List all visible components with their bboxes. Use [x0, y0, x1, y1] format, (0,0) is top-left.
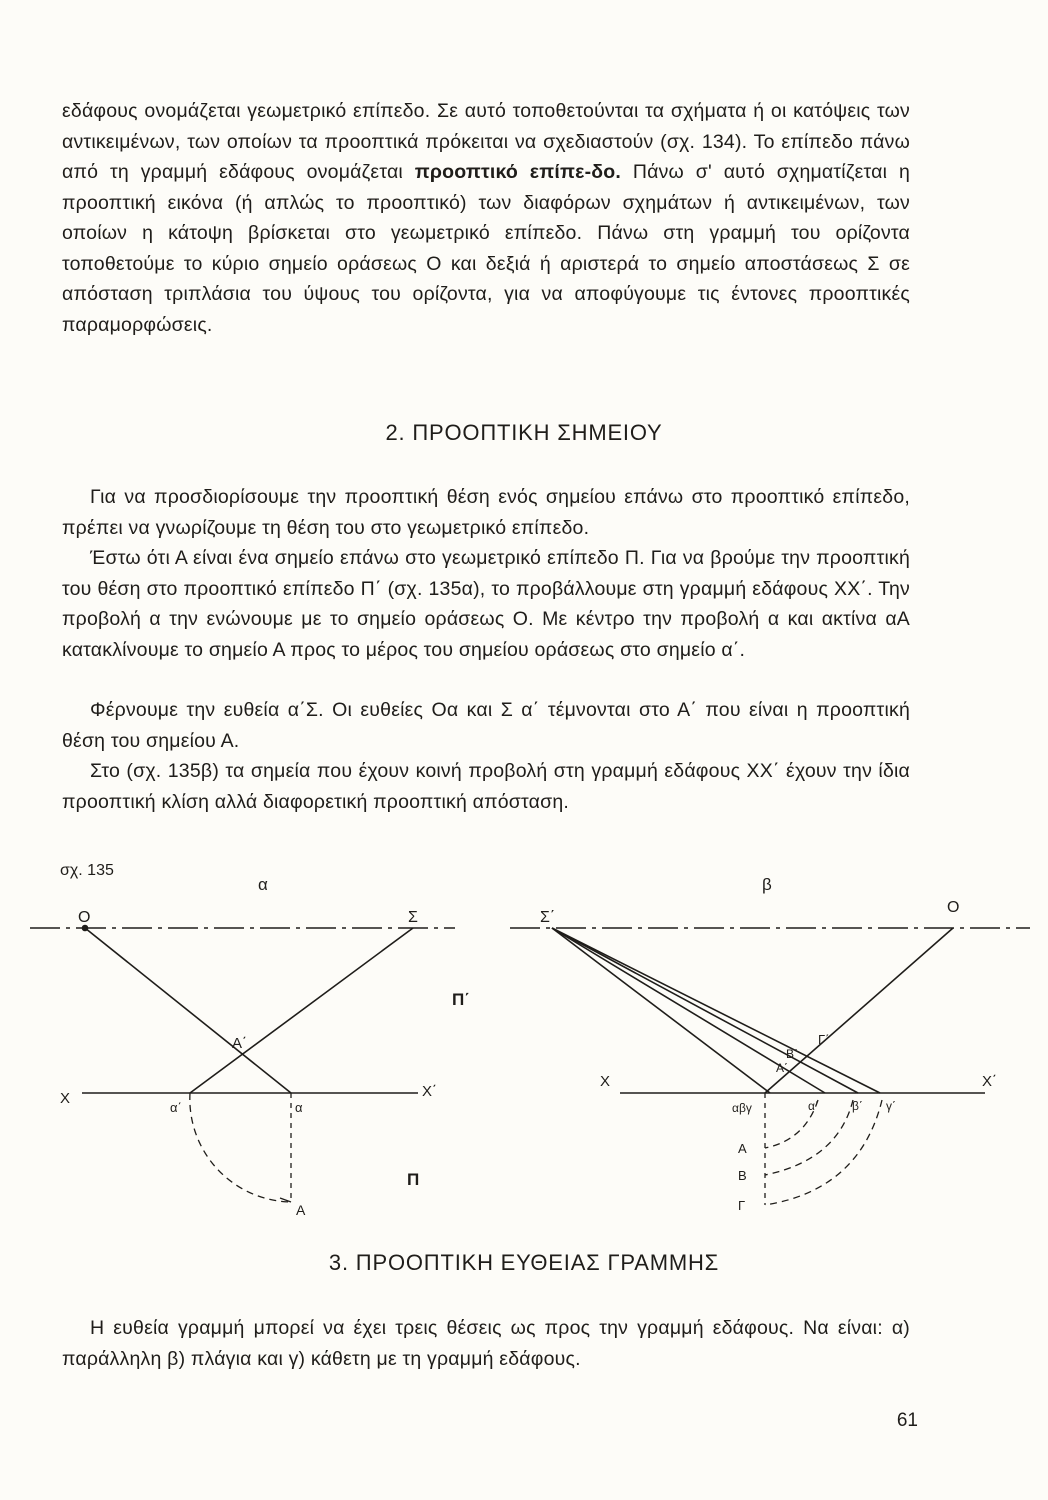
label-B-b: Β — [738, 1168, 747, 1183]
intro-text-1: εδάφους ονομάζεται γεωμετρικό επίπεδο. Σε αυτό τοποθετούνται τα σχήματα ή οι κατόψεις των αντικειμένων, των οποίων τα προοπτικά πρόκειται να σχεδιαστούν (σχ. 134). Το επίπεδο πάνω από τη γραμμή εδάφους ονομάζεται — [62, 100, 910, 183]
ray-s-b3 — [552, 928, 858, 1093]
label-xprime-a: Χ΄ — [422, 1083, 437, 1100]
arc-b3 — [765, 1100, 882, 1205]
label-o-b: Ο — [947, 899, 960, 916]
point-o-a — [83, 926, 88, 931]
section-2-paragraph-4: Στο (σχ. 135β) τα σημεία που έχουν κοινή προβολή στη γραμμή εδάφους ΧΧ΄ έχουν την ίδια προοπτική κλίση αλλά διαφορετική προοπτική απόσταση. — [62, 760, 910, 813]
label-fig-a: α — [258, 875, 268, 894]
figure-135 — [0, 860, 1048, 1220]
label-fig-b: β — [762, 875, 772, 894]
label-Aprime-b: Α΄ — [776, 1061, 788, 1075]
label-a-a: α — [295, 1100, 303, 1115]
label-x-a: Χ — [60, 1090, 71, 1107]
ray-s-b4 — [552, 928, 880, 1093]
figure-caption: σχ. 135 — [60, 862, 114, 879]
section-3-heading: 3. ΠΡΟΟΠΤΙΚΗ ΕΥΘΕΙΑΣ ΓΡΑΜΜΗΣ — [328, 1250, 720, 1275]
label-Aprime-a: Α΄ — [232, 1035, 247, 1052]
label-gprime-b: γ΄ — [886, 1099, 896, 1113]
line-o-a — [85, 928, 291, 1093]
section-2-paragraph-3: Φέρνουμε την ευθεία α΄Σ. Οι ευθείες Οα και Σ α΄ τέμνονται στο Α΄ που είναι η προοπτική θέση του σημείου Α. — [62, 699, 910, 752]
intro-bold-term: προοπτικό επίπε-δο. — [414, 161, 622, 183]
label-o-a: Ο — [78, 909, 91, 926]
label-Bprime-b: Β΄ — [786, 1047, 798, 1061]
arc-a — [190, 1093, 291, 1202]
label-xprime-b: Χ΄ — [982, 1073, 997, 1090]
line-o-b — [765, 928, 953, 1093]
label-G-b: Γ — [738, 1198, 746, 1213]
line-s-aprime — [190, 928, 413, 1093]
label-s-a: Σ — [408, 909, 418, 926]
section-3-paragraph: Η ευθεία γραμμή μπορεί να έχει τρεις θέσεις ως προς την γραμμή εδάφους. Να είναι: α) παράλληλη β) πλάγια και γ) κάθετη με τη γραμμή εδάφους. — [62, 1317, 910, 1370]
intro-paragraph — [62, 96, 910, 340]
label-aprime-b: α΄ — [808, 1099, 819, 1113]
label-aprime-a: α΄ — [170, 1100, 182, 1115]
ray-s-b2 — [552, 928, 770, 1093]
section-2-paragraph-1: Για να προσδιορίσουμε την προοπτική θέση ενός σημείου επάνω στο προοπτικό επίπεδο, πρέπει να γνωρίζουμε τη θέση του στο γεωμετρικό επίπεδο. — [62, 486, 910, 539]
page-number: 61 — [896, 1410, 918, 1431]
label-s-b: Σ΄ — [540, 909, 556, 926]
label-abg-b: αβγ — [732, 1101, 752, 1115]
section-2-paragraph-2: Έστω ότι Α είναι ένα σημείο επάνω στο γεωμετρικό επίπεδο Π. Για να βρούμε την προοπτική του θέση στο προοπτικό επίπεδο Π΄ (σχ. 135α), το προβάλλουμε στη γραμμή εδάφους ΧΧ΄. Την προβολή α την ενώνουμε με το σημείο οράσεως Ο. Με κέντρο την προβολή α και ακτίνα αΑ κατακλίνουμε το σημείο Α προς το μέρος του σημείου οράσεως στο σημείο α΄. — [62, 547, 910, 661]
intro-text-2: Πάνω σ' αυτό σχηματίζεται η προοπτική εικόνα (ή απλώς το προοπτικό) των διαφόρων σχημάτων ή αντικειμένων, των οποίων η κάτοψη βρίσκεται στο γεωμετρικό επίπεδο. Πάνω στη γραμμή του ορίζοντα τοποθετούμε το κύριο σημείο οράσεως Ο και δεξιά ή αριστερά το σημείο αποστάσεως Σ σε απόσταση τριπλάσια του ύψους του ορίζοντα, για να αποφύγουμε τις έντονες προοπτικές παραμορφώσεις. — [62, 161, 910, 336]
label-pi-prime: Π΄ — [452, 990, 470, 1009]
label-pi: Π — [407, 1170, 420, 1189]
label-Gprime-b: Γ΄ — [818, 1032, 830, 1047]
section-2-heading: 2. ΠΡΟΟΠΤΙΚΗ ΣΗΜΕΙΟΥ — [385, 420, 663, 445]
label-A-b: Α — [738, 1141, 747, 1156]
label-A-a: Α — [296, 1202, 306, 1218]
label-x-b: Χ — [600, 1073, 611, 1090]
label-bprime-b: β΄ — [852, 1099, 863, 1113]
